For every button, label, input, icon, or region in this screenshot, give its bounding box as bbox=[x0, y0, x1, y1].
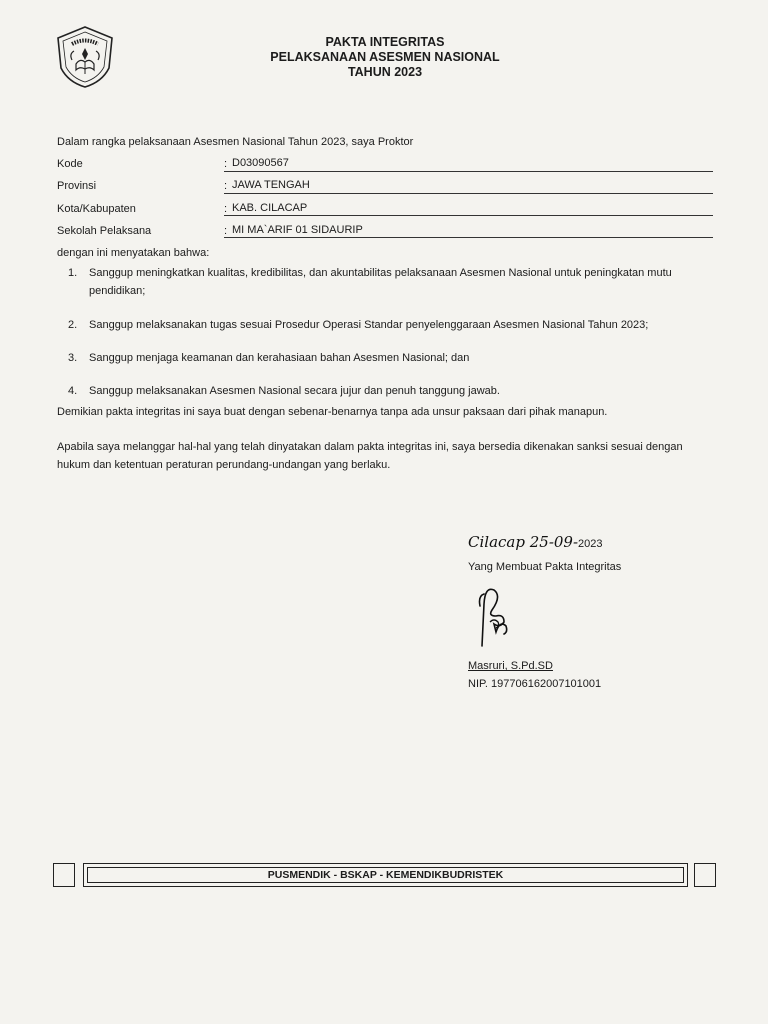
field-value-kota: KAB. CILACAP bbox=[232, 202, 308, 214]
field-colon: : bbox=[224, 180, 228, 192]
place-date bbox=[468, 533, 603, 551]
list-item-text: Sanggup melaksanakan tugas sesuai Prosedur Operasi Standar penyelenggaraan Asesmen Nasional Tahun 2023; bbox=[89, 319, 649, 331]
header-year: TAHUN 2023 bbox=[347, 65, 423, 79]
tut-wuri-handayani-logo bbox=[52, 24, 118, 90]
field-label-kode: Kode bbox=[57, 158, 83, 170]
footer-band bbox=[83, 863, 688, 887]
header-subtitle: PELAKSANAAN ASESMEN NASIONAL bbox=[270, 50, 500, 64]
signer-role: Yang Membuat Pakta Integritas bbox=[468, 561, 622, 573]
field-label-kota: Kota/Kabupaten bbox=[57, 203, 136, 215]
list-item-number: 2. bbox=[68, 319, 78, 331]
field-colon: : bbox=[224, 225, 228, 237]
field-value-provinsi: JAWA TENGAH bbox=[232, 179, 310, 191]
list-item-number: 3. bbox=[68, 352, 78, 364]
field-underline bbox=[224, 171, 713, 172]
list-item-text: Sanggup menjaga keamanan dan kerahasiaan bahan Asesmen Nasional; dan bbox=[89, 352, 470, 364]
signer-name: Masruri, S.Pd.SD bbox=[468, 660, 553, 672]
list-item-number: 1. bbox=[68, 267, 78, 279]
field-value-sekolah: MI MA`ARIF 01 SIDAURIP bbox=[232, 224, 363, 236]
intro-text: Dalam rangka pelaksanaan Asesmen Nasional Tahun 2023, saya Proktor bbox=[57, 136, 414, 148]
signature-year: 2023 bbox=[578, 538, 603, 550]
list-item-text: Sanggup melaksanakan Asesmen Nasional secara jujur dan penuh tanggung jawab. bbox=[89, 385, 500, 397]
handwritten-place-date: Cilacap 25-09- bbox=[468, 533, 579, 551]
field-colon: : bbox=[224, 158, 228, 170]
field-label-sekolah: Sekolah Pelaksana bbox=[57, 225, 152, 237]
signer-nip: NIP. 197706162007101001 bbox=[468, 678, 602, 690]
field-label-provinsi: Provinsi bbox=[57, 180, 97, 192]
footer-box-right bbox=[694, 863, 716, 887]
handwritten-signature bbox=[470, 576, 530, 656]
field-colon: : bbox=[224, 203, 228, 215]
header-title: PAKTA INTEGRITAS bbox=[325, 35, 445, 49]
field-underline bbox=[224, 193, 713, 194]
list-item-text: Sanggup meningkatkan kualitas, kredibilitas, dan akuntabilitas pelaksanaan Asesmen Nasional untuk peningkatan mutu pendidikan; bbox=[89, 267, 672, 297]
footer-box-left bbox=[53, 863, 75, 887]
sanction-paragraph: Apabila saya melanggar hal-hal yang telah dinyatakan dalam pakta integritas ini, saya bersedia dikenakan sanksi sesuai dengan hukum dan ketentuan peraturan perundang-undangan yang berlaku. bbox=[57, 441, 683, 471]
field-underline bbox=[224, 237, 713, 238]
list-item-number: 4. bbox=[68, 385, 78, 397]
closing-paragraph: Demikian pakta integritas ini saya buat dengan sebenar-benarnya tanpa ada unsur paksaan dari pihak manapun. bbox=[57, 406, 608, 418]
document-header bbox=[200, 35, 570, 80]
statement-text: dengan ini menyatakan bahwa: bbox=[57, 247, 210, 259]
footer-label: PUSMENDIK - BSKAP - KEMENDIKBUDRISTEK bbox=[87, 867, 684, 883]
field-underline bbox=[224, 215, 713, 216]
field-value-kode: D03090567 bbox=[232, 157, 289, 169]
